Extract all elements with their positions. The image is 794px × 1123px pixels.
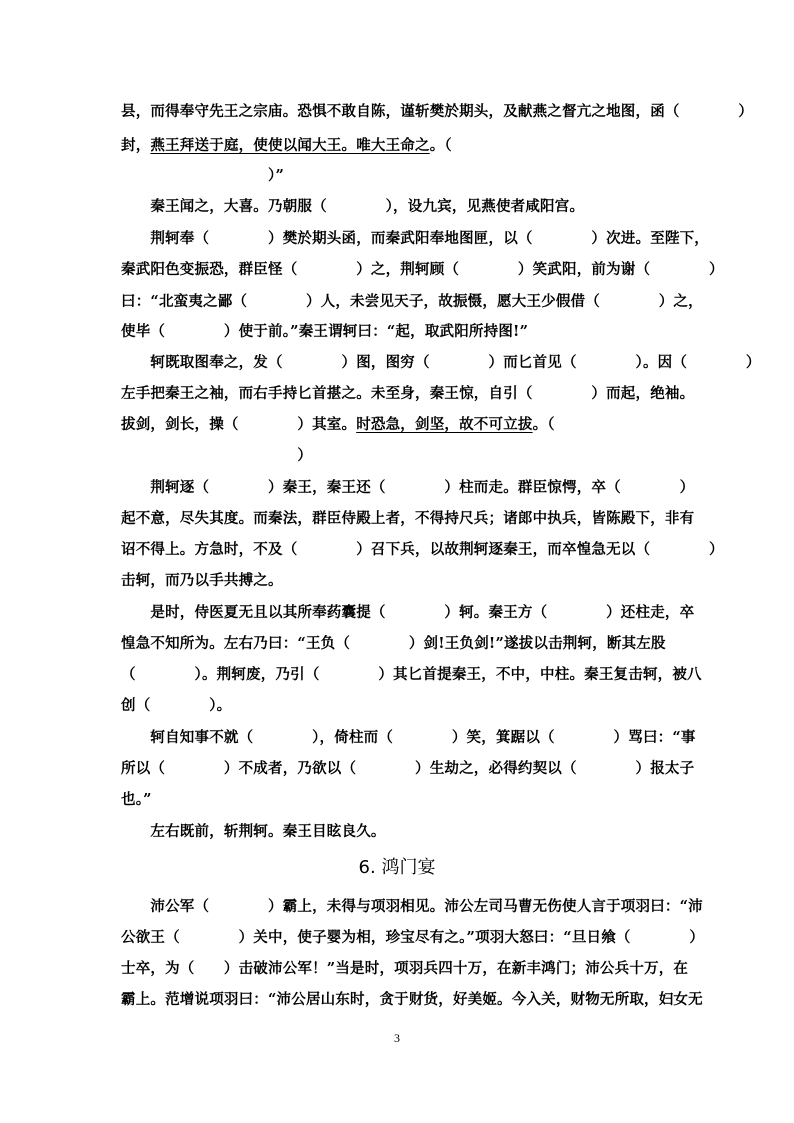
text-line <box>121 322 528 342</box>
text-segment: ） <box>121 447 313 464</box>
text-line <box>121 229 709 249</box>
text-line <box>121 509 694 529</box>
text-segment: 轲既取图奉之，发（ ）图，图穷（ ）而匕首见（ ）。因（ ） <box>121 354 761 371</box>
text-segment: 荆轲逐（ ）秦王，秦王还（ ）柱而走。群臣惊愕，卒（ ） <box>121 479 695 496</box>
section-heading: 6. 鸿门宴 <box>358 857 436 878</box>
text-line <box>121 384 694 404</box>
text-segment: 沛公军（ ）霸上，未得与项羽相见。沛公左司马曹无伤使人言于项羽曰：“沛 <box>121 898 703 915</box>
text-line <box>121 928 704 948</box>
text-segment: 霸上。范增说项羽曰：“沛公居山东时，贪于财货，好美姬。今入关，财物无所取，妇女无 <box>121 991 703 1008</box>
text-segment: 惶急不知所为。左右乃曰：“王负（ ）剑!王负剑!”遂拔以击荆轲，断其左股 <box>121 635 666 652</box>
text-segment: 也。” <box>121 791 152 808</box>
text-segment: 封， <box>121 137 151 154</box>
text-line <box>121 728 696 748</box>
text-segment: 起不意，尽失其度。而秦法，群臣侍殿上者，不得持尺兵；诸郎中执兵，皆陈殿下，非有 <box>121 510 695 527</box>
text-line <box>121 634 666 654</box>
text-line <box>121 478 694 498</box>
text-segment: 。（ <box>532 416 555 433</box>
text-segment: 拔剑，剑长，操（ ）其室。 <box>121 416 357 433</box>
text-line <box>121 446 312 466</box>
text-segment: 是时，侍医夏无且以其所奉药囊提（ ）轲。秦王方（ ）还柱走，卒 <box>121 604 695 621</box>
text-segment: 诏不得上。方急时，不及（ ）召下兵，以故荆轲逐秦王，而卒惶急无以（ ） <box>121 541 724 558</box>
text-line <box>121 540 724 560</box>
text-segment: 创（ ）。 <box>121 697 232 714</box>
text-segment: 左右既前，斩荆轲。秦王目眩良久。 <box>121 823 386 840</box>
text-segment: 秦王闻之，大喜。乃朝服（ ），设九宾，见燕使者咸阳宫。 <box>121 198 585 215</box>
text-segment: 荆轲奉（ ）樊於期头函，而秦武阳奉地图匣，以（ ）次进。至陛下， <box>121 230 709 247</box>
text-segment: 轲自知事不就（ ），倚柱而（ ）笑，箕踞以（ ）骂曰：“事 <box>121 729 696 746</box>
text-segment: ）” <box>121 167 284 184</box>
text-segment: 士卒，为（ ）击破沛公军！”当是时，项羽兵四十万，在新丰鸿门；沛公兵十万，在 <box>121 960 689 977</box>
text-line <box>121 197 584 217</box>
text-line <box>121 696 231 716</box>
text-line <box>121 897 703 917</box>
underlined-text: 时恐急，剑坚，故不可立拔 <box>356 416 533 433</box>
text-segment: 秦武阳色变振恐，群臣怪（ ）之，荆轲顾（ ）笑武阳，前为谢（ ） <box>121 261 724 278</box>
text-segment: 曰：“北蛮夷之鄙（ ）人，未尝见天子，故振慑，愿大王少假借（ ）之， <box>121 293 703 310</box>
text-segment: 。（ <box>429 137 452 154</box>
text-line <box>121 353 761 373</box>
underlined-text: 燕王拜送于庭，使使以闻大王。唯大王命之 <box>150 137 430 154</box>
text-line <box>121 959 688 979</box>
text-line <box>121 260 724 280</box>
text-line <box>121 759 694 779</box>
text-segment: 使毕（ ）使于前。”秦王谓轲曰：“起，取武阳所持图!” <box>121 323 529 340</box>
text-line <box>121 292 703 312</box>
text-line <box>121 136 452 156</box>
text-line <box>121 166 284 186</box>
text-segment: 所以（ ）不成者，乃欲以（ ）生劫之，必得约契以（ ）报太子 <box>121 760 695 777</box>
text-line <box>121 822 386 842</box>
text-line <box>121 603 694 623</box>
text-line <box>121 415 555 435</box>
text-segment: （ ）。荆轲废，乃引（ ）其匕首提秦王，不中，中柱。秦王复击轲，被八 <box>121 666 702 683</box>
text-segment: 公欲王（ ）关中，使子婴为相，珍宝尽有之。”项羽大怒曰：“旦日飨（ ） <box>121 929 705 946</box>
text-line <box>121 990 703 1010</box>
text-line <box>121 665 702 685</box>
text-line <box>121 102 753 122</box>
text-line <box>121 571 283 591</box>
text-segment: 击轲，而乃以手共搏之。 <box>121 572 283 589</box>
text-line <box>121 790 152 810</box>
page-number: 3 <box>394 1031 400 1045</box>
text-segment: 左手把秦王之袖，而右手持匕首揕之。未至身，秦王惊，自引（ ）而起，绝袖。 <box>121 385 695 402</box>
text-segment: 县，而得奉守先王之宗庙。恐惧不敢自陈，谨斩樊於期头，及献燕之督亢之地图，函（ ） <box>121 103 754 120</box>
